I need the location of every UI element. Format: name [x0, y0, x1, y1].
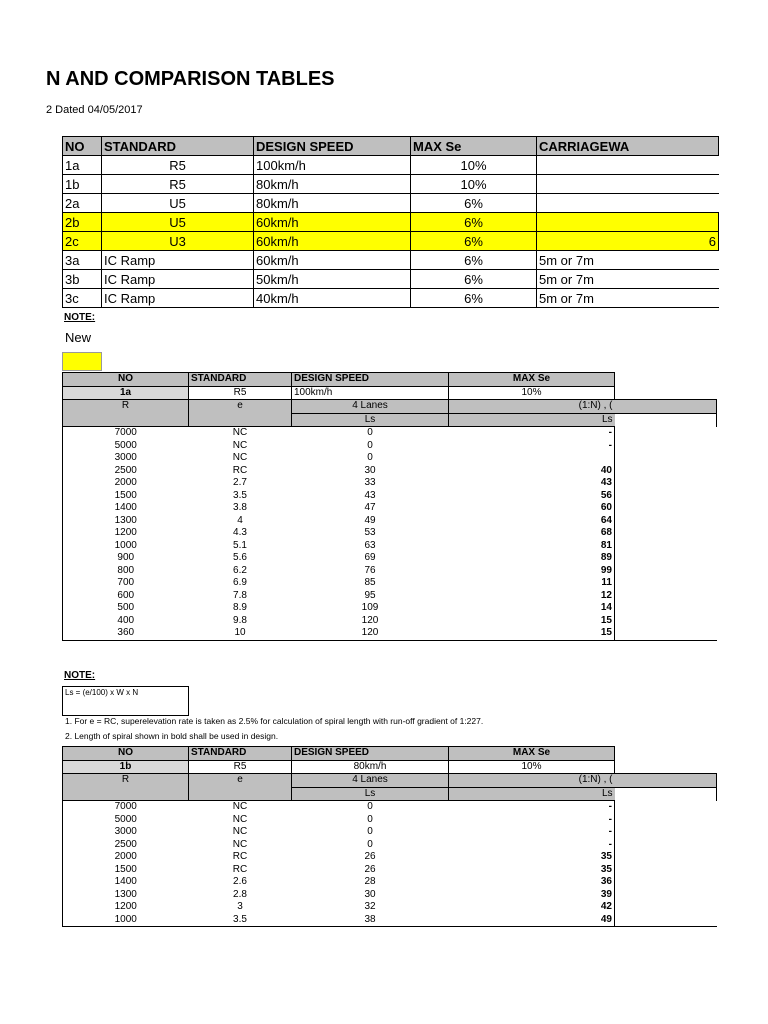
- table-row: [63, 627, 717, 640]
- col-ls-2: Ls: [449, 787, 615, 801]
- cell-r: 1000: [63, 914, 189, 927]
- table-row: [63, 194, 719, 213]
- cell-e: 9.8: [233, 614, 247, 626]
- cell-ls-4-lanes: 0: [367, 801, 373, 813]
- cell-ls-4-lanes: 26: [364, 863, 376, 875]
- cell-r: 2500: [63, 839, 189, 852]
- table-header-row: [63, 747, 717, 761]
- cell-ls-ratio: 99: [449, 565, 615, 578]
- cell-max-se: 6%: [411, 213, 537, 232]
- table-row: [63, 901, 717, 914]
- cell-ls-ratio: -: [449, 801, 615, 814]
- cell-r: 400: [63, 615, 189, 628]
- cell-ls-4-lanes: 120: [292, 627, 449, 640]
- col-r: R: [63, 400, 189, 427]
- note-label: NOTE:: [64, 312, 96, 323]
- table-row: [63, 814, 717, 827]
- col-e: e: [189, 774, 292, 801]
- cell-ls-ratio: -: [449, 427, 615, 440]
- cell-no: 3c: [63, 289, 102, 308]
- cell-r: 7000: [63, 801, 189, 814]
- cell-e: 3.8: [233, 502, 247, 514]
- cell-ls-4-lanes: 109: [361, 602, 379, 614]
- cell-max-se: 6%: [411, 251, 537, 270]
- cell-e: 7.8: [233, 589, 247, 601]
- cell-design-speed: 100km/h: [254, 156, 411, 175]
- table-row: [63, 175, 719, 194]
- cell-no: 2c: [63, 232, 102, 251]
- cell-ls-ratio: 60: [449, 502, 615, 515]
- cell-ls-ratio: 14: [449, 602, 615, 615]
- cell-ls-ratio: 56: [449, 490, 615, 503]
- cell-design-speed: 60km/h: [254, 232, 411, 251]
- cell-ls-4-lanes: 49: [364, 514, 376, 526]
- cell-r: 1200: [63, 527, 189, 540]
- cell-ls-ratio: 49: [449, 914, 615, 927]
- cell-ls-ratio: 35: [449, 851, 615, 864]
- table-row: [63, 270, 719, 289]
- table-row: [63, 876, 717, 889]
- table-row: [63, 232, 719, 251]
- cell-e: NC: [232, 439, 248, 451]
- cell-e: 5.1: [233, 539, 247, 551]
- cell-ls-ratio: [449, 452, 615, 465]
- cell-r: 900: [63, 552, 189, 565]
- cell-r: 5000: [63, 440, 189, 453]
- cell-max-se: 6%: [411, 232, 537, 251]
- table-row: [63, 839, 717, 852]
- table-values-row: [63, 386, 717, 400]
- value-design-speed: 80km/h: [292, 760, 449, 774]
- table-subheader-row: [63, 400, 717, 414]
- cell-ls-ratio: 11: [449, 577, 615, 590]
- col-ratio: (1:N) , (: [449, 400, 615, 414]
- table-values-row: [63, 760, 717, 774]
- cell-e: 2.7: [233, 477, 247, 489]
- value-max-se: 10%: [449, 760, 615, 774]
- cell-r: 5000: [63, 814, 189, 827]
- cell-r: 1200: [63, 901, 189, 914]
- cell-r: 1500: [63, 490, 189, 503]
- cell-ls-ratio: 15: [449, 627, 615, 640]
- table-row: [63, 477, 717, 490]
- col-no: NO: [63, 747, 189, 761]
- cell-design-speed: 60km/h: [254, 213, 411, 232]
- cell-carriageway: 5m or 7m: [537, 251, 719, 270]
- spiral-body-1a: [63, 427, 717, 641]
- value-no: 1a: [63, 386, 189, 400]
- table-row: [63, 851, 717, 864]
- col-ls: Ls: [292, 787, 449, 801]
- cell-r: 2000: [63, 477, 189, 490]
- cell-ls-ratio: 42: [449, 901, 615, 914]
- cell-carriageway: [537, 213, 719, 232]
- col-design-speed: DESIGN SPEED: [292, 373, 449, 387]
- cell-ls-4-lanes: 63: [364, 539, 376, 551]
- cell-e: 10: [189, 627, 292, 640]
- cell-r: 3000: [63, 452, 189, 465]
- table-subheader-row: [63, 774, 717, 788]
- cell-standard: U5: [102, 213, 254, 232]
- header-design-speed: DESIGN SPEED: [254, 137, 411, 156]
- table-row: [63, 552, 717, 565]
- header-standard: STANDARD: [102, 137, 254, 156]
- cell-ls-4-lanes: 38: [292, 914, 449, 927]
- cell-r: 2000: [63, 851, 189, 864]
- cell-ls-ratio: 35: [449, 864, 615, 877]
- cell-ls-ratio: 68: [449, 527, 615, 540]
- table-row: [63, 602, 717, 615]
- cell-ls-4-lanes: 0: [367, 838, 373, 850]
- cell-ls-4-lanes: 47: [364, 502, 376, 514]
- page-title: N AND COMPARISON TABLES: [46, 68, 335, 90]
- cell-r: 1300: [63, 515, 189, 528]
- table-row: [63, 452, 717, 465]
- table-row: [63, 565, 717, 578]
- spiral-table-1b: [62, 746, 717, 927]
- cell-e: NC: [232, 427, 248, 439]
- legend-yellow-swatch: [62, 352, 102, 371]
- cell-r: 1400: [63, 876, 189, 889]
- value-no: 1b: [63, 760, 189, 774]
- table-row: [63, 427, 717, 440]
- table-row: [63, 289, 719, 308]
- cell-carriageway: 6: [537, 232, 719, 251]
- cell-standard: IC Ramp: [102, 270, 254, 289]
- cell-no: 3a: [63, 251, 102, 270]
- value-max-se: 10%: [449, 386, 615, 400]
- cell-standard: U5: [102, 194, 254, 213]
- cell-r: 1500: [63, 864, 189, 877]
- header-carriageway: CARRIAGEWA: [537, 137, 719, 156]
- value-standard: R5: [189, 386, 292, 400]
- cell-ls-ratio: -: [449, 440, 615, 453]
- col-standard: STANDARD: [189, 747, 292, 761]
- col-standard: STANDARD: [189, 373, 292, 387]
- cell-r: 700: [63, 577, 189, 590]
- cell-carriageway: [537, 156, 719, 175]
- cell-ls-4-lanes: 0: [367, 439, 373, 451]
- cell-e: NC: [232, 801, 248, 813]
- cell-e: 6.2: [233, 564, 247, 576]
- table-row: [63, 590, 717, 603]
- cell-ls-ratio: 15: [449, 615, 615, 628]
- cell-r: 800: [63, 565, 189, 578]
- cell-e: 4.3: [233, 527, 247, 539]
- table-row: [63, 577, 717, 590]
- cell-ls-ratio: -: [449, 826, 615, 839]
- cell-standard: U3: [102, 232, 254, 251]
- cell-design-speed: 60km/h: [254, 251, 411, 270]
- col-r: R: [63, 774, 189, 801]
- col-4-lanes: 4 Lanes: [292, 774, 449, 788]
- cell-r: 1400: [63, 502, 189, 515]
- cell-no: 3b: [63, 270, 102, 289]
- cell-ls-ratio: 81: [449, 540, 615, 553]
- comparison-table: [62, 136, 719, 308]
- cell-no: 2a: [63, 194, 102, 213]
- cell-ls-ratio: 39: [449, 889, 615, 902]
- cell-max-se: 6%: [411, 289, 537, 308]
- cell-e: RC: [232, 851, 248, 863]
- cell-ls-4-lanes: 30: [364, 888, 376, 900]
- cell-e: 2.8: [233, 888, 247, 900]
- cell-e: 4: [237, 514, 243, 526]
- col-e: e: [189, 400, 292, 427]
- table-row: [63, 889, 717, 902]
- cell-e: 2.6: [233, 876, 247, 888]
- col-ls: Ls: [292, 413, 449, 427]
- cell-e: NC: [232, 838, 248, 850]
- formula-box: [62, 686, 189, 716]
- cell-design-speed: 80km/h: [254, 175, 411, 194]
- cell-no: 1a: [63, 156, 102, 175]
- cell-r: 7000: [63, 427, 189, 440]
- cell-e: RC: [232, 464, 248, 476]
- cell-ls-4-lanes: 53: [364, 527, 376, 539]
- cell-e: 3.5: [189, 914, 292, 927]
- footnote-1: 1. For e = RC, superelevation rate is taken as 2.5% for calculation of spiral length with run-off gradient of 1:227.: [65, 716, 484, 726]
- table-row: [63, 490, 717, 503]
- cell-r: 1000: [63, 540, 189, 553]
- table-row: [63, 440, 717, 453]
- new-label: New: [65, 330, 92, 345]
- cell-max-se: 6%: [411, 194, 537, 213]
- cell-ls-ratio: 89: [449, 552, 615, 565]
- cell-ls-4-lanes: 69: [364, 552, 376, 564]
- header-max-se: MAX Se: [411, 137, 537, 156]
- value-standard: R5: [189, 760, 292, 774]
- cell-e: NC: [232, 452, 248, 464]
- spiral-table-1a: [62, 372, 717, 641]
- cell-ls-ratio: 43: [449, 477, 615, 490]
- cell-standard: IC Ramp: [102, 289, 254, 308]
- cell-e: 3.5: [233, 489, 247, 501]
- table-row: [63, 515, 717, 528]
- cell-carriageway: [537, 175, 719, 194]
- cell-design-speed: 80km/h: [254, 194, 411, 213]
- cell-e: NC: [232, 813, 248, 825]
- cell-standard: R5: [102, 156, 254, 175]
- cell-ls-4-lanes: 28: [364, 876, 376, 888]
- cell-r: 3000: [63, 826, 189, 839]
- table-row: [63, 502, 717, 515]
- cell-ls-4-lanes: 85: [364, 577, 376, 589]
- table-row: [63, 540, 717, 553]
- cell-ls-4-lanes: 0: [367, 826, 373, 838]
- table-row: [63, 864, 717, 877]
- cell-ls-ratio: 40: [449, 465, 615, 478]
- cell-e: 5.6: [233, 552, 247, 564]
- col-no: NO: [63, 373, 189, 387]
- col-design-speed: DESIGN SPEED: [292, 747, 449, 761]
- cell-standard: IC Ramp: [102, 251, 254, 270]
- cell-e: RC: [232, 863, 248, 875]
- cell-r: 2500: [63, 465, 189, 478]
- comparison-body: [63, 156, 719, 308]
- cell-carriageway: 5m or 7m: [537, 289, 719, 308]
- cell-design-speed: 40km/h: [254, 289, 411, 308]
- cell-ls-4-lanes: 30: [364, 464, 376, 476]
- cell-no: 2b: [63, 213, 102, 232]
- comparison-header-row: [63, 137, 719, 156]
- cell-max-se: 10%: [411, 156, 537, 175]
- cell-ls-4-lanes: 32: [364, 901, 376, 913]
- cell-ls-4-lanes: 33: [364, 477, 376, 489]
- col-4-lanes: 4 Lanes: [292, 400, 449, 414]
- cell-r: 500: [63, 602, 189, 615]
- cell-e: 3: [237, 901, 243, 913]
- cell-e: 8.9: [233, 602, 247, 614]
- cell-no: 1b: [63, 175, 102, 194]
- cell-e: NC: [232, 826, 248, 838]
- cell-ls-ratio: -: [449, 814, 615, 827]
- cell-ls-4-lanes: 95: [364, 589, 376, 601]
- header-no: NO: [63, 137, 102, 156]
- cell-max-se: 10%: [411, 175, 537, 194]
- cell-ls-4-lanes: 76: [364, 564, 376, 576]
- table-row: [63, 527, 717, 540]
- value-design-speed: 100km/h: [292, 386, 449, 400]
- cell-r: 360: [63, 627, 189, 640]
- cell-ls-4-lanes: 0: [367, 427, 373, 439]
- col-max-se: MAX Se: [449, 747, 615, 761]
- cell-ls-ratio: -: [449, 839, 615, 852]
- cell-standard: R5: [102, 175, 254, 194]
- col-ls-2: Ls: [449, 413, 615, 427]
- cell-ls-4-lanes: 43: [364, 489, 376, 501]
- page-subtitle: 2 Dated 04/05/2017: [46, 104, 143, 116]
- table-header-row: [63, 373, 717, 387]
- table-row: [63, 914, 717, 927]
- cell-ls-4-lanes: 120: [361, 614, 379, 626]
- footnote-2: 2. Length of spiral shown in bold shall be used in design.: [65, 731, 279, 741]
- note-label-2: NOTE:: [64, 670, 96, 681]
- formula-text: Ls = (e/100) x W x N: [65, 688, 139, 697]
- cell-r: 1300: [63, 889, 189, 902]
- table-row: [63, 156, 719, 175]
- table-row: [63, 826, 717, 839]
- cell-e: 6.9: [233, 577, 247, 589]
- table-row: [63, 801, 717, 814]
- cell-ls-ratio: 64: [449, 515, 615, 528]
- cell-carriageway: 5m or 7m: [537, 270, 719, 289]
- cell-ls-ratio: 12: [449, 590, 615, 603]
- cell-design-speed: 50km/h: [254, 270, 411, 289]
- table-row: [63, 213, 719, 232]
- table-row: [63, 615, 717, 628]
- cell-ls-4-lanes: 0: [367, 452, 373, 464]
- cell-ls-4-lanes: 0: [367, 813, 373, 825]
- spiral-body-1b: [63, 801, 717, 927]
- cell-r: 600: [63, 590, 189, 603]
- table-row: [63, 251, 719, 270]
- col-ratio: (1:N) , (: [449, 774, 615, 788]
- cell-max-se: 6%: [411, 270, 537, 289]
- cell-ls-ratio: 36: [449, 876, 615, 889]
- cell-ls-4-lanes: 26: [364, 851, 376, 863]
- col-max-se: MAX Se: [449, 373, 615, 387]
- table-row: [63, 465, 717, 478]
- cell-carriageway: [537, 194, 719, 213]
